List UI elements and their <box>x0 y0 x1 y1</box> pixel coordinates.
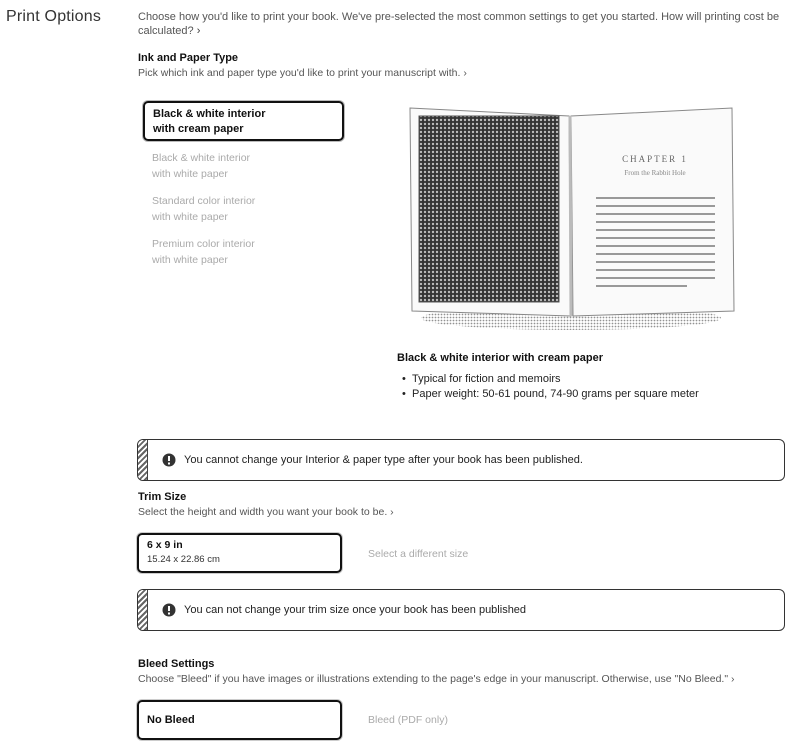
illustration-image <box>419 116 559 302</box>
option-bw-white[interactable]: Black & white interior with white paper <box>152 152 251 180</box>
trim-subtext: Select the height and width you want your book to be. › <box>138 506 394 518</box>
selected-type-title: Black & white interior with cream paper <box>397 352 604 364</box>
bleed-subtext: Choose "Bleed" if you have images or illustrations extending to the page's edge in your manuscript. Otherwise, use "No Bleed." › <box>138 673 735 685</box>
warning-icon <box>162 603 176 617</box>
ink-paper-subtext: Pick which ink and paper type you'd like to print your manuscript with. › <box>138 67 467 79</box>
info-icon[interactable]: › <box>196 25 201 37</box>
trim-size-selected[interactable]: 6 x 9 in 15.24 x 22.86 cm <box>137 533 342 573</box>
no-bleed-option[interactable]: No Bleed <box>137 700 342 740</box>
warning-icon <box>162 453 176 467</box>
alert-text: You can not change your trim size once your book has been published <box>184 604 527 616</box>
option-premium-color[interactable]: Premium color interior with white paper <box>152 238 255 266</box>
list-item: • Typical for fiction and memoirs <box>412 372 699 387</box>
chapter-subtitle: From the Rabbit Hole <box>624 169 686 177</box>
option-bw-cream[interactable]: Black & white interior with cream paper <box>143 101 344 141</box>
alert-stripe <box>138 590 148 630</box>
trim-heading: Trim Size <box>138 491 187 503</box>
alert-text: You cannot change your Interior & paper type after your book has been published. <box>184 454 583 466</box>
option-standard-color[interactable]: Standard color interior with white paper <box>152 195 256 223</box>
trim-alert <box>137 589 785 631</box>
bleed-pdf-option[interactable]: Bleed (PDF only) <box>368 714 448 726</box>
ink-paper-heading: Ink and Paper Type <box>138 52 239 64</box>
info-icon[interactable]: › <box>390 506 394 518</box>
page-title: Print Options <box>6 8 102 25</box>
interior-alert <box>137 439 785 481</box>
type-details-list <box>412 372 699 402</box>
info-icon[interactable]: › <box>463 67 467 79</box>
chapter-title: CHAPTER 1 <box>622 154 688 164</box>
bleed-heading: Bleed Settings <box>138 658 215 670</box>
list-item: • Paper weight: 50-61 pound, 74-90 grams per square meter <box>412 387 699 402</box>
intro-text: Choose how you'd like to print your book. We've pre-selected the most common settings to get you started. How will printing cost be calculated? › <box>138 11 780 37</box>
info-icon[interactable]: › <box>731 673 735 685</box>
alert-stripe <box>138 440 148 480</box>
book-preview-image <box>407 106 735 331</box>
select-different-size-link[interactable]: Select a different size <box>368 548 469 560</box>
